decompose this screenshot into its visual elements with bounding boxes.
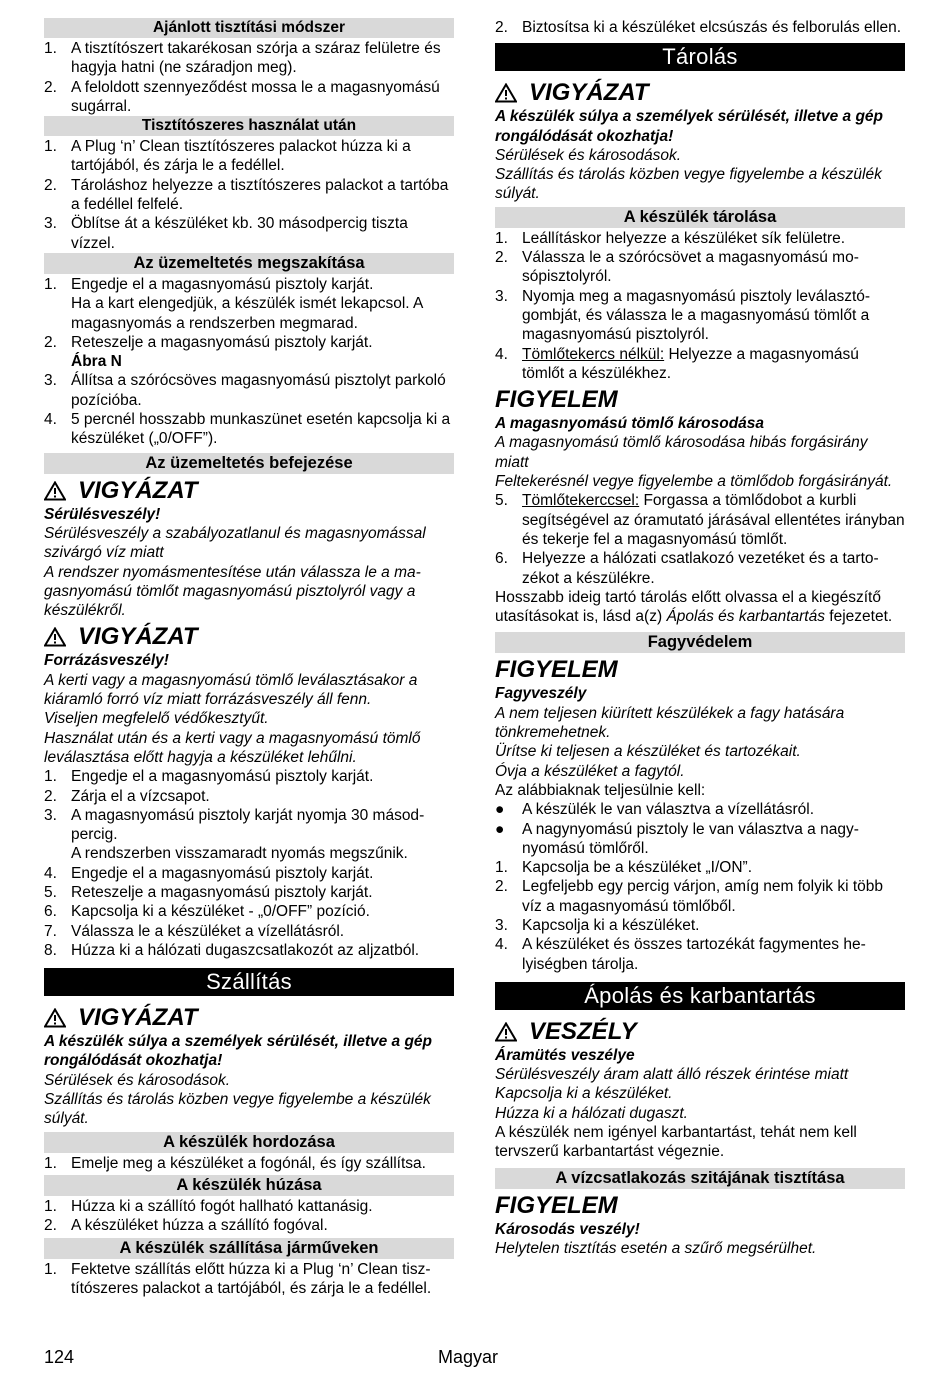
notice-text: Ürítse ki teljesen a készüléket és tartozékait. — [495, 743, 801, 761]
list-item: 1. Engedje el a magasnyomású pisztoly karját. — [44, 768, 374, 786]
section-heading: A készülék hordozása — [44, 1132, 454, 1153]
list-item: 3. Kapcsolja ki a készüléket. — [495, 916, 700, 934]
numbered-list — [44, 1197, 454, 1236]
list-item: 2. Válassza le a szórócsövet a magasnyomású mosópisztolyról. — [495, 249, 859, 286]
list-item: 2. Zárja el a vízcsapot. — [44, 787, 210, 805]
notice-subtitle: A magasnyomású tömlő károsodása — [495, 415, 765, 433]
notice-text: A magasnyomású tömlő károsodása hibás forgásirány miatt — [495, 434, 868, 471]
numbered-list — [44, 767, 454, 960]
list-item: 4. Tömlőtekercs nélkül: Helyezze a magasnyomású tömlőt a készülékhez. — [495, 345, 859, 382]
warning-subtitle: Sérülésveszély! — [44, 505, 161, 523]
list-item-note: A rendszerben visszamaradt nyomás megszűnik. — [71, 845, 408, 863]
list-item: 8. Húzza ki a hálózati dugaszcsatlakozót az aljzatból. — [44, 941, 420, 959]
warning-triangle-icon — [44, 627, 66, 647]
notice-text: Helytelen tisztítás esetén a szűrő megsérülhet. — [495, 1239, 817, 1257]
bullet-list — [495, 800, 905, 858]
numbered-list — [495, 229, 905, 383]
numbered-list — [44, 39, 454, 116]
warning-heading: VIGYÁZAT — [44, 477, 454, 505]
list-item: 2. Biztosítsa ki a készüléket elcsúszás és felborulás ellen. — [495, 19, 902, 36]
warning-subtitle: A készülék súlya a személyek sérülését, illetve a gép rongálódását okozhatja! — [44, 1033, 433, 1070]
list-item: 4. A készüléket és összes tartozékát fagymentes helyiségben tárolja. — [495, 936, 866, 973]
warning-subtitle: A készülék súlya a személyek sérülését, illetve a gép rongálódását okozhatja! — [495, 108, 884, 145]
warning-text: Sérülésveszély a szabályozatlanul és magasnyomással szivárgó víz miatt — [44, 524, 426, 562]
numbered-list — [495, 18, 905, 37]
list-item: 6. Helyezze a hálózati csatlakozó vezetéket és a tartozékot a készülékre. — [495, 550, 879, 587]
list-item: 5. Reteszelje a magasnyomású pisztoly karját. — [44, 883, 373, 901]
warning-text: Sérülések és károsodások. — [44, 1071, 231, 1089]
list-item: 1. Fektetve szállítás előtt húzza ki a Plug ‘n’ Clean tisztítószeres palackot a tartójából, és zárja le a fedéllel. — [44, 1260, 432, 1297]
list-item: 1. A tisztítószert takarékosan szórja a száraz felületre és hagyja hatni (ne száradjon meg). — [44, 40, 441, 77]
danger-text: Sérülésveszély áram alatt álló részek érintése miatt — [495, 1066, 849, 1084]
underlined-label: Tömlőtekercs nélkül: — [522, 345, 665, 363]
section-heading: Fagyvédelem — [495, 632, 905, 653]
section-heading: A készülék húzása — [44, 1175, 454, 1196]
right-column — [495, 18, 905, 1258]
list-item: 5. Tömlőtekerccsel: Forgassa a tömlődobot a kurbli segítségével az óramutató járásával ellentétes irányban és tekerje fel a magasnyomású tömlőt. — [495, 492, 905, 548]
list-item: 1. A Plug ‘n’ Clean tisztítószeres palackot húzza ki a tartójából, és zárja le a fedéllel. — [44, 138, 411, 175]
warning-text: Viseljen megfelelő védőkesztyűt. — [44, 710, 269, 728]
paragraph: Az alábbiaknak teljesülnie kell: — [495, 781, 706, 799]
warning-text: Használat után és a kerti vagy a magasnyomású tömlő leválasztása előtt hagyja a készüléket lehűlni. — [44, 729, 421, 766]
danger-text: Húzza ki a hálózati dugaszt. — [495, 1104, 688, 1122]
list-item: 2. A készüléket húzza a szállító fogóval. — [44, 1217, 328, 1235]
warning-text: A rendszer nyomásmentesítése után válassza le a magasnyomású tömlőt magasnyomású pisztolyról vagy a készülékről. — [44, 563, 421, 620]
warning-subtitle: Forrázásveszély! — [44, 652, 169, 670]
list-item: 2. A feloldott szennyeződést mossa le a magasnyomású sugárral. — [44, 78, 440, 115]
list-item: 1. Engedje el a magasnyomású pisztoly karját. — [44, 275, 374, 293]
page-number: 124 — [44, 1347, 75, 1367]
section-heading: A készülék tárolása — [495, 207, 905, 228]
notice-text: A nem teljesen kiürített készülékek a fagy hatására tönkremehetnek. — [495, 704, 845, 742]
list-item: 1. Emelje meg a készüléket a fogónál, és így szállítsa. — [44, 1154, 426, 1172]
list-item: 3. Öblítse át a készüléket kb. 30 másodpercig tiszta vízzel. — [44, 215, 408, 252]
underlined-label: Tömlőtekerccsel: — [522, 492, 640, 510]
section-heading: Az üzemeltetés megszakítása — [44, 253, 454, 274]
notice-heading: FIGYELEM — [495, 386, 618, 414]
bullet-item: ● A készülék le van választva a vízellátásról. — [495, 801, 815, 819]
warning-heading: VIGYÁZAT — [44, 623, 454, 651]
section-heading: A készülék szállítása járműveken — [44, 1238, 454, 1259]
warning-triangle-icon — [495, 1022, 517, 1042]
left-column — [44, 18, 454, 1298]
numbered-list — [44, 137, 454, 253]
warning-triangle-icon — [495, 83, 517, 103]
warning-text: Szállítás és tárolás közben vegye figyelembe a készülék súlyát. — [495, 166, 882, 203]
list-item: 7. Válassza le a készüléket a vízellátásról. — [44, 922, 345, 940]
paragraph: Hosszabb ideig tartó tárolás előtt olvassa el a kiegészítő utasításokat is, lásd a(z) Ápolás és karbantartás fejezetet. — [495, 588, 893, 626]
list-item: 2. Tároláshoz helyezze a tisztítószeres palackot a tartóba a fedéllel felfelé. — [44, 176, 449, 214]
warning-heading: VIGYÁZAT — [495, 79, 905, 107]
figure-reference: Ábra N — [71, 353, 122, 371]
section-heading: Ajánlott tisztítási módszer — [44, 18, 454, 38]
numbered-list — [44, 1260, 454, 1299]
footer-language: Magyar — [438, 1347, 499, 1367]
list-item: 3. Állítsa a szórócsöves magasnyomású pisztolyt parkoló pozícióba. — [44, 372, 446, 409]
warning-text: A kerti vagy a magasnyomású tömlő leválasztásakor a kiáramló forró víz miatt forrázásveszély áll fenn. — [44, 671, 418, 709]
list-item-note: Ha a kart elengedjük, a készülék ismét lekapcsol. A magasnyomás a rendszerben megmarad. — [71, 295, 423, 332]
danger-text: Kapcsolja ki a készüléket. — [495, 1085, 673, 1103]
list-item: 3. A magasnyomású pisztoly karját nyomja 30 másodpercig. — [44, 806, 425, 844]
list-item: 1. Húzza ki a szállító fogót hallható kattanásig. — [44, 1197, 373, 1215]
section-heading: A vízcsatlakozás szitájának tisztítása — [495, 1168, 905, 1189]
notice-heading: FIGYELEM — [495, 656, 618, 684]
list-item: 4. Engedje el a magasnyomású pisztoly karját. — [44, 864, 374, 882]
numbered-list — [44, 1154, 454, 1173]
list-item: 6. Kapcsolja ki a készüléket - „0/OFF” pozíció. — [44, 903, 370, 921]
chapter-heading: Ápolás és karbantartás — [495, 982, 905, 1010]
paragraph: A készülék nem igényel karbantartást, tehát nem kell tervszerű karbantartást végeznie. — [495, 1124, 857, 1161]
section-heading: Az üzemeltetés befejezése — [44, 453, 454, 474]
list-item: 1. Leállításkor helyezze a készüléket sík felületre. — [495, 229, 846, 247]
danger-subtitle: Áramütés veszélye — [495, 1046, 635, 1064]
list-item: 3. Nyomja meg a magasnyomású pisztoly leválasztógombját, és válassza le a magasnyomású tömlőt a magasnyomású pisztolyról. — [495, 287, 871, 344]
list-item: 1. Kapcsolja be a készüléket „I/ON”. — [495, 859, 753, 877]
list-item: 2. Reteszelje a magasnyomású pisztoly karját. — [44, 333, 373, 351]
notice-text: Feltekerésnél vegye figyelembe a tömlődob forgásirányát. — [495, 473, 893, 491]
warning-text: Szállítás és tárolás közben vegye figyelembe a készülék súlyát. — [44, 1091, 431, 1128]
numbered-list — [44, 275, 454, 449]
notice-text: Óvja a készüléket a fagytól. — [495, 762, 685, 780]
warning-triangle-icon — [44, 1008, 66, 1028]
list-item: 2. Legfeljebb egy percig várjon, amíg nem folyik ki több víz a magasnyomású tömlőből. — [495, 878, 884, 915]
notice-subtitle: Fagyveszély — [495, 685, 587, 703]
warning-text: Sérülések és károsodások. — [495, 146, 682, 164]
list-item: 4. 5 percnél hosszabb munkaszünet esetén kapcsolja ki a készüléket („0/OFF”). — [44, 411, 451, 448]
danger-heading: VESZÉLY — [495, 1018, 905, 1046]
chapter-heading: Tárolás — [495, 43, 905, 71]
notice-subtitle: Károsodás veszély! — [495, 1220, 640, 1238]
warning-triangle-icon — [44, 481, 66, 501]
section-heading: Tisztítószeres használat után — [44, 116, 454, 136]
notice-heading: FIGYELEM — [495, 1191, 618, 1219]
numbered-list — [495, 858, 905, 974]
warning-heading: VIGYÁZAT — [44, 1004, 454, 1032]
chapter-heading: Szállítás — [44, 968, 454, 996]
bullet-item: ● A nagynyomású pisztoly le van választva a nagynyomású tömlőről. — [495, 820, 859, 857]
numbered-list — [495, 491, 905, 587]
